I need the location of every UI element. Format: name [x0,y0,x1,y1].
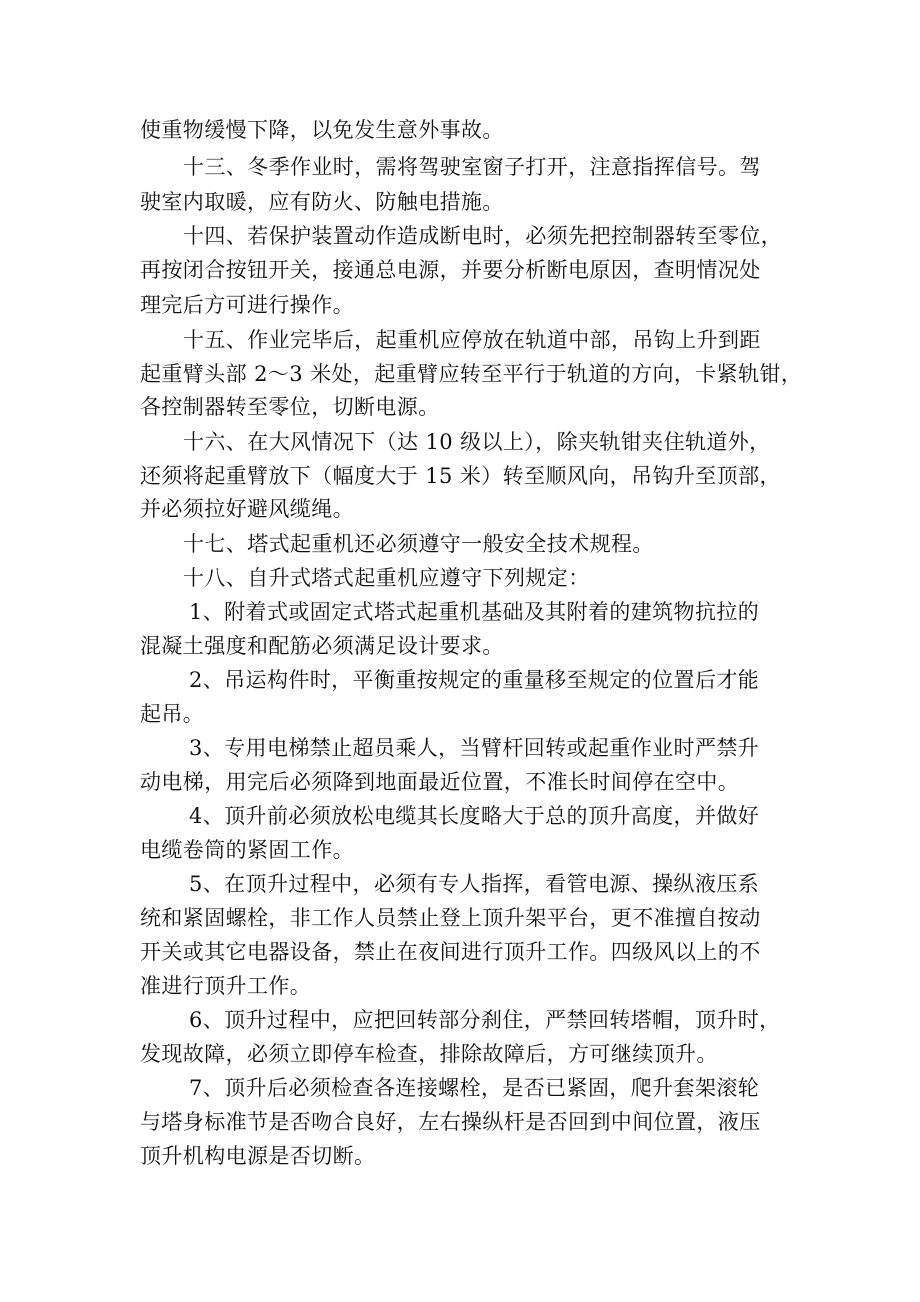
text-line: 理完后方可进行操作。 [140,293,354,317]
text-line: 十六、在大风情况下（达 10 级以上），除夹轨钳夹住轨道外， [183,430,771,454]
text-line: 起重臂头部 2～3 米处，起重臂应转至平行于轨道的方向，卡紧轨钳， [140,362,803,386]
text-line: 开关或其它电器设备，禁止在夜间进行顶升工作。四级风以上的不 [140,940,761,964]
text-line: 6、顶升过程中，应把回转部分刹住，严禁回转塔帽，顶升时， [189,1008,781,1032]
text-line: 还须将起重臂放下（幅度大于 15 米）转至顺风向，吊钩升至顶部， [140,464,781,488]
text-line: 各控制器转至零位，切断电源。 [140,395,440,419]
text-line: 十三、冬季作业时，需将驾驶室窗子打开，注意指挥信号。驾 [183,155,761,179]
text-line: 3、专用电梯禁止超员乘人，当臂杆回转或起重作业时严禁升 [189,736,760,760]
text-line: 7、顶升后必须检查各连接螺栓，是否已紧固，爬升套架滚轮 [189,1076,760,1100]
text-line: 统和紧固螺栓，非工作人员禁止登上顶升架平台，更不准擅自按动 [140,906,761,930]
text-line: 1、附着式或固定式塔式起重机基础及其附着的建筑物抗拉的 [189,600,760,624]
text-line: 发现故障，必须立即停车检查，排除故障后，方可继续顶升。 [140,1042,718,1066]
text-line: 十五、作业完毕后，起重机应停放在轨道中部，吊钩上升到距 [183,328,761,352]
text-line: 4、顶升前必须放松电缆其长度略大于总的顶升高度，并做好 [189,804,760,828]
text-line: 十八、自升式塔式起重机应遵守下列规定： [183,566,590,590]
text-line: 顶升机构电源是否切断。 [140,1144,376,1168]
text-line: 使重物缓慢下降，以免发生意外事故。 [140,118,504,142]
text-line: 十七、塔式起重机还必须遵守一般安全技术规程。 [183,532,654,556]
text-line: 与塔身标准节是否吻合良好，左右操纵杆是否回到中间位置，液压 [140,1110,761,1134]
text-line: 动电梯，用完后必须降到地面最近位置，不准长时间停在空中。 [140,770,740,794]
text-line: 电缆卷筒的紧固工作。 [140,838,354,862]
text-line: 2、吊运构件时，平衡重按规定的重量移至规定的位置后才能 [189,668,760,692]
text-line: 起吊。 [140,702,205,726]
text-line: 十四、若保护装置动作造成断电时，必须先把控制器转至零位， [183,224,783,248]
text-line: 再按闭合按钮开关，接通总电源，并要分析断电原因，查明情况处 [140,258,761,282]
text-line: 准进行顶升工作。 [140,974,312,998]
text-line: 5、在顶升过程中，必须有专人指挥，看管电源、操纵液压系 [189,872,760,896]
text-line: 驶室内取暖，应有防火、防触电措施。 [140,190,504,214]
text-line: 并必须拉好避风缆绳。 [140,497,354,521]
text-line: 混凝土强度和配筋必须满足设计要求。 [140,634,504,658]
